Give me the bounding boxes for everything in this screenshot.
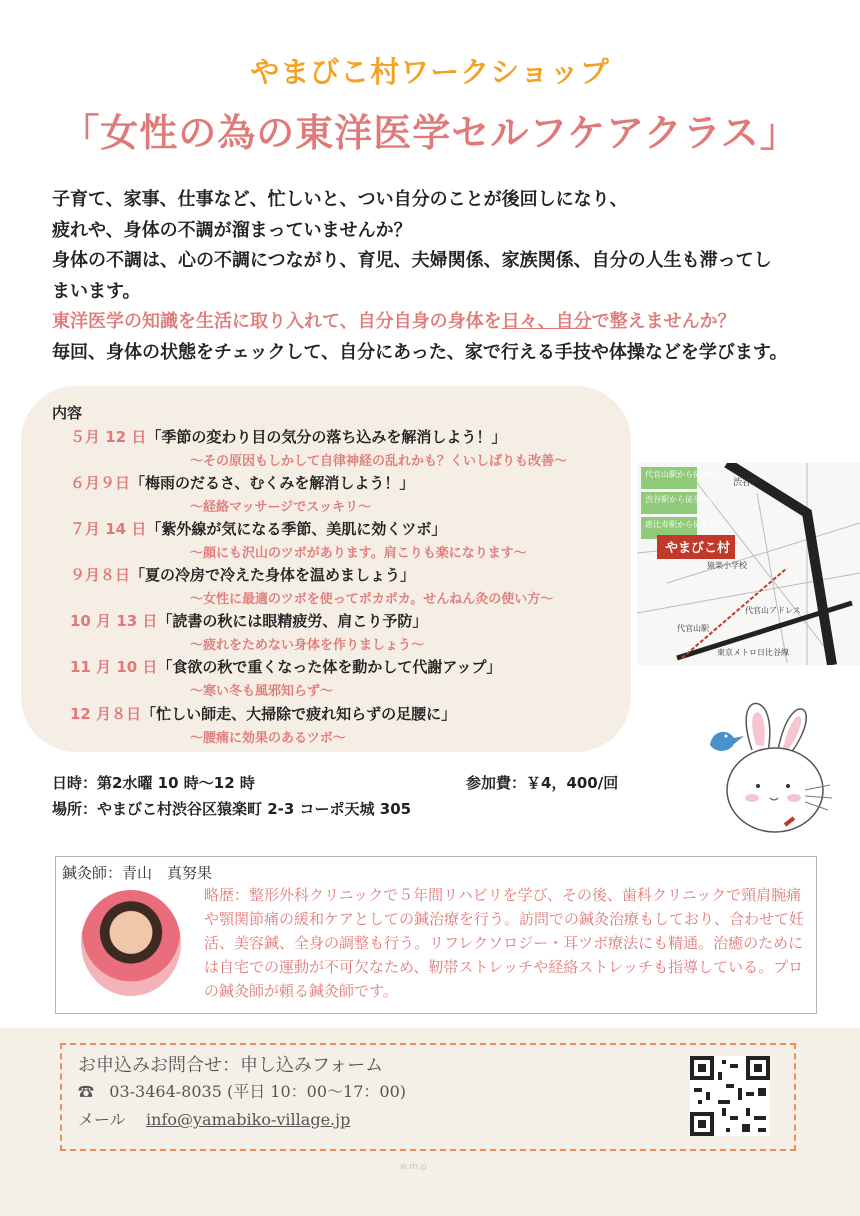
map-label: 渋谷駅から徒歩9分 <box>645 495 715 504</box>
intro-line: 毎回、身体の状態をチェックして、自分にあった、家で行える手技や体操などを学びます。 <box>52 341 788 363</box>
rabbit-illustration <box>690 690 860 850</box>
contact-box <box>60 1043 796 1151</box>
session-title: 「忙しい師走、大掃除で疲れ知らずの足腰に」 <box>141 705 457 723</box>
session-subtitle: ～顔にも沢山のツボがあります。肩こりも楽になります～ <box>190 546 527 561</box>
workshop-subtitle: やまびこ村ワークショップ <box>250 55 610 89</box>
session-item <box>70 518 630 561</box>
session-title: 「読書の秋には眼精疲労、肩こり予防」 <box>157 612 428 630</box>
event-datetime: 日時：第2水曜 10 時～12 時 <box>52 774 255 792</box>
session-item <box>70 610 630 653</box>
session-item <box>70 703 630 746</box>
access-map <box>637 463 860 665</box>
map-label: 代官山駅から徒歩8分 <box>645 470 723 479</box>
session-item <box>70 472 630 515</box>
session-title: 「食欲の秋で重くなった体を動かして代謝アップ」 <box>157 658 502 676</box>
instructor-name: 鍼灸師：青山 真努果 <box>62 864 213 882</box>
contact-mail-row <box>78 1107 350 1130</box>
map-label: 猿楽小学校 <box>707 561 747 570</box>
event-place: 場所：やまびこ村渋谷区猿楽町 2-3 コーポ天城 305 <box>52 800 412 818</box>
intro-line: 子育て、家事、仕事など、忙しいと、つい自分のことが後回しになり、 <box>52 189 628 210</box>
session-subtitle: ～寒い冬も風邪知らず～ <box>190 684 334 699</box>
contact-phone[interactable]: 03-3464-8035 (平日 10：00～17：00) <box>109 1082 406 1101</box>
session-title: 「夏の冷房で冷えた身体を温めましょう」 <box>130 566 416 584</box>
session-title: 「梅雨のだるさ、むくみを解消しよう！」 <box>130 474 415 492</box>
intro-line: まいます。 <box>52 280 141 302</box>
session-date: ９月８日 <box>70 566 131 584</box>
session-item <box>70 426 630 469</box>
session-item <box>70 564 630 607</box>
session-subtitle: ～腰痛に効果のあるツボ～ <box>190 731 346 746</box>
qr-code-icon[interactable] <box>690 1055 770 1137</box>
map-label: 代官山駅 <box>677 624 709 633</box>
contents-heading: 内容 <box>52 404 83 422</box>
session-date: 10 月 13 日 <box>70 612 158 630</box>
session-date: ６月９日 <box>70 474 131 492</box>
contact-email-link[interactable]: info@yamabiko-village.jp <box>146 1110 351 1129</box>
map-label: やまびこ村 <box>665 541 731 556</box>
instructor-bio: 略歴：整形外科クリニックで５年間リハビリを学び、その後、歯科クリニックで頸肩腕痛や顎関節痛の緩和ケアとしての鍼治療を行う。訪問での鍼灸治療もしており、合わせて妊活、美容鍼、全身の調整も行う。リフレクソロジー・耳ツボ療法にも精通。治癒のためには自宅での運動が不可欠なため、靭帯ストレッチや経絡ストレッチも指導している。プロの鍼灸師が頼る鍼灸師です。 <box>204 886 805 1000</box>
event-fee: 参加費：￥4，400/回 <box>466 774 619 792</box>
intro-highlight-underlined: 日々、自分 <box>501 311 592 332</box>
footer-copyright: w.m.p <box>400 1162 427 1172</box>
intro-highlight-c: で整えませんか？ <box>591 311 736 332</box>
session-subtitle: ～経絡マッサージでスッキリ～ <box>190 500 372 515</box>
session-title: 「紫外線が気になる季節、美肌に効くツボ」 <box>146 520 447 538</box>
intro-line: 身体の不調は、心の不調につながり、育児、夫婦関係、家族関係、自分の人生も滞ってし <box>52 250 772 271</box>
intro-line: 疲れや、身体の不調が溜まっていませんか？ <box>52 219 412 241</box>
session-subtitle: ～女性に最適のツボを使ってポカポカ。せんねん灸の使い方～ <box>190 592 554 607</box>
instructor-profile <box>55 856 817 1014</box>
map-label: 恵比寿駅から徒歩12分 <box>645 520 728 529</box>
map-graphic <box>637 463 860 665</box>
session-item <box>70 656 630 699</box>
session-date: ５月 12 日 <box>70 428 147 446</box>
phone-icon: ☎ <box>78 1082 95 1101</box>
instructor-photo <box>81 890 181 996</box>
map-label: 東京メトロ日比谷線 <box>717 648 789 657</box>
map-label: 渋谷駅 <box>733 478 761 488</box>
session-title: 「季節の変わり目の気分の落ち込みを解消しよう！」 <box>146 428 507 446</box>
session-subtitle: ～その原因もしかして自律神経の乱れかも？くいしばりも改善～ <box>190 454 568 469</box>
contact-phone-row <box>78 1079 406 1102</box>
session-subtitle: ～疲れをためない身体を作りましょう～ <box>190 638 425 653</box>
page-title: 「女性の為の東洋医学セルフケアクラス」 <box>61 111 799 155</box>
session-date: 11 月 10 日 <box>70 658 158 676</box>
contact-title: お申込みお問合せ：申し込みフォーム <box>78 1055 384 1076</box>
intro-highlight-line <box>52 307 842 338</box>
mail-label: メール <box>78 1110 126 1129</box>
session-date: 12 月８日 <box>70 705 142 723</box>
intro-highlight-a: 東洋医学の知識を生活に取り入れて、自分自身の身体を <box>52 311 502 332</box>
session-date: ７月 14 日 <box>70 520 147 538</box>
map-label: 代官山アドレス <box>745 606 801 615</box>
intro-text <box>52 185 842 368</box>
